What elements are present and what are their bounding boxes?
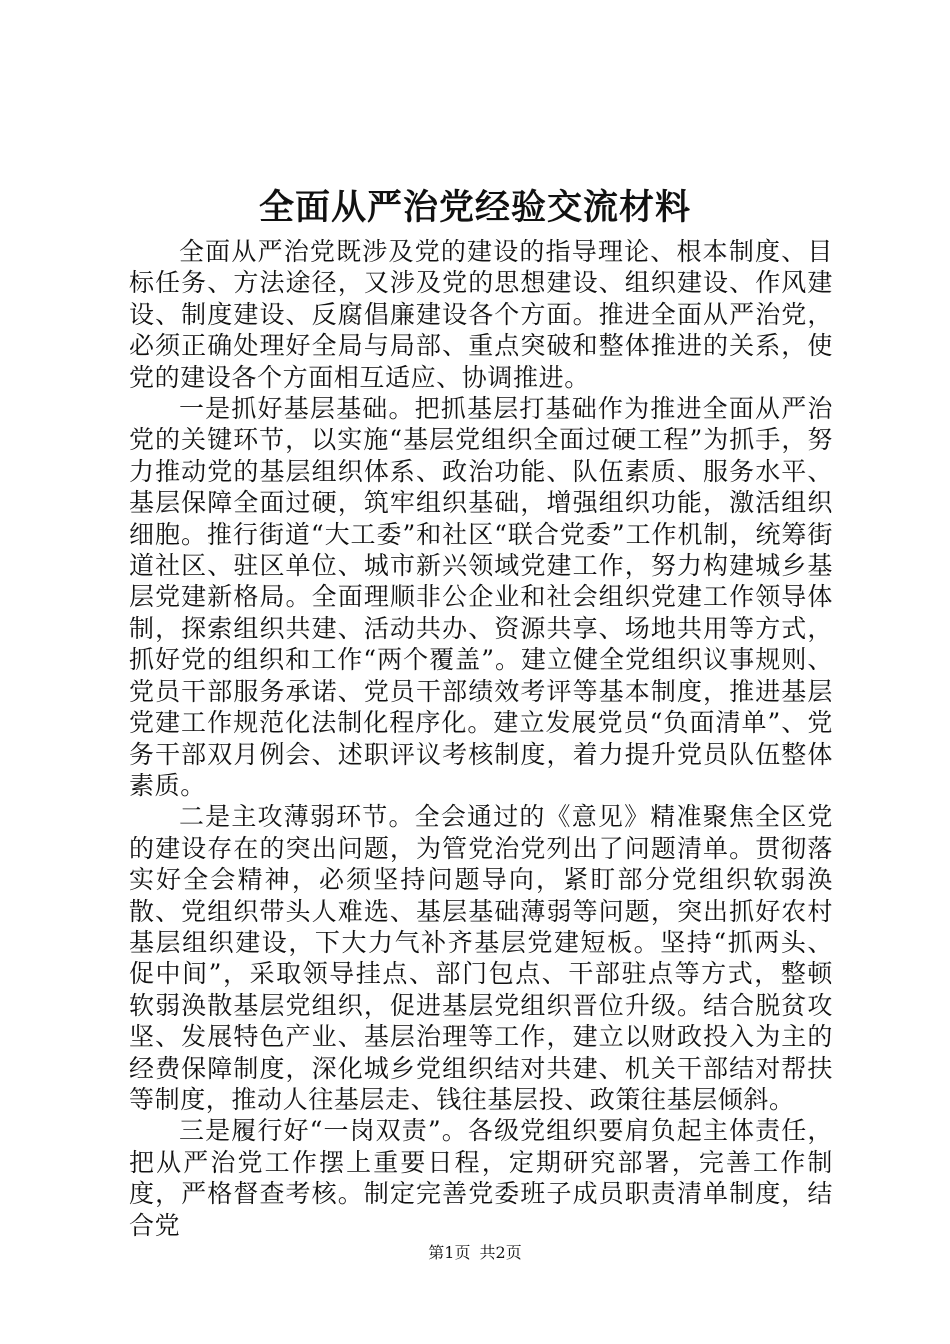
paragraph-intro: 全面从严治党既涉及党的建设的指导理论、根本制度、目标任务、方法途径，又涉及党的思想建设、组织建设、作风建设、制度建设、反腐倡廉建设各个方面。推进全面从严治党，必须正确处理好全局与局部、重点突破和整体推进的关系，使党的建设各个方面相互适应、协调推进。: [129, 237, 833, 392]
document-title: 全面从严治党经验交流材料: [258, 188, 691, 228]
paragraph-point-two: 二是主攻薄弱环节。全会通过的《意见》精准聚焦全区党的建设存在的突出问题，为管党治党列出了问题清单。贯彻落实好全会精神，必须坚持问题导向，紧盯部分党组织软弱涣散、党组织带头人难选、基层基础薄弱等问题，突出抓好农村基层组织建设，下大力气补齐基层党建短板。坚持“抓两头、促中间”，采取领导挂点、部门包点、干部驻点等方式，整顿软弱涣散基层党组织，促进基层党组织晋位升级。结合脱贫攻坚、发展特色产业、基层治理等工作，建立以财政投入为主的经费保障制度，深化城乡党组织结对共建、机关干部结对帮扶等制度，推动人往基层走、钱往基层投、政策往基层倾斜。: [129, 802, 833, 1114]
document-body: [129, 236, 833, 1241]
page-footer: [0, 1243, 950, 1263]
paragraph-point-three: 三是履行好“一岗双责”。各级党组织要肩负起主体责任，把从严治党工作摆上重要日程，定期研究部署，完善工作制度，严格督查考核。制定完善党委班子成员职责清单制度，结合党: [129, 1116, 833, 1240]
page-number-current: 第1页: [428, 1243, 471, 1262]
paragraph-point-one: 一是抓好基层基础。把抓基层打基础作为推进全面从严治党的关键环节，以实施“基层党组织全面过硬工程”为抓手，努力推动党的基层组织体系、政治功能、队伍素质、服务水平、基层保障全面过硬，筑牢组织基础，增强组织功能，激活组织细胞。推行街道“大工委”和社区“联合党委”工作机制，统筹街道社区、驻区单位、城市新兴领域党建工作，努力构建城乡基层党建新格局。全面理顺非公企业和社会组织党建工作领导体制，探索组织共建、活动共办、资源共享、场地共用等方式，抓好党的组织和工作“两个覆盖”。建立健全党组织议事规则、党员干部服务承诺、党员干部绩效考评等基本制度，推进基层党建工作规范化法制化程序化。建立发展党员“负面清单”、党务干部双月例会、述职评议考核制度，着力提升党员队伍整体素质。: [129, 394, 833, 800]
page-number-total: 共2页: [479, 1243, 522, 1262]
